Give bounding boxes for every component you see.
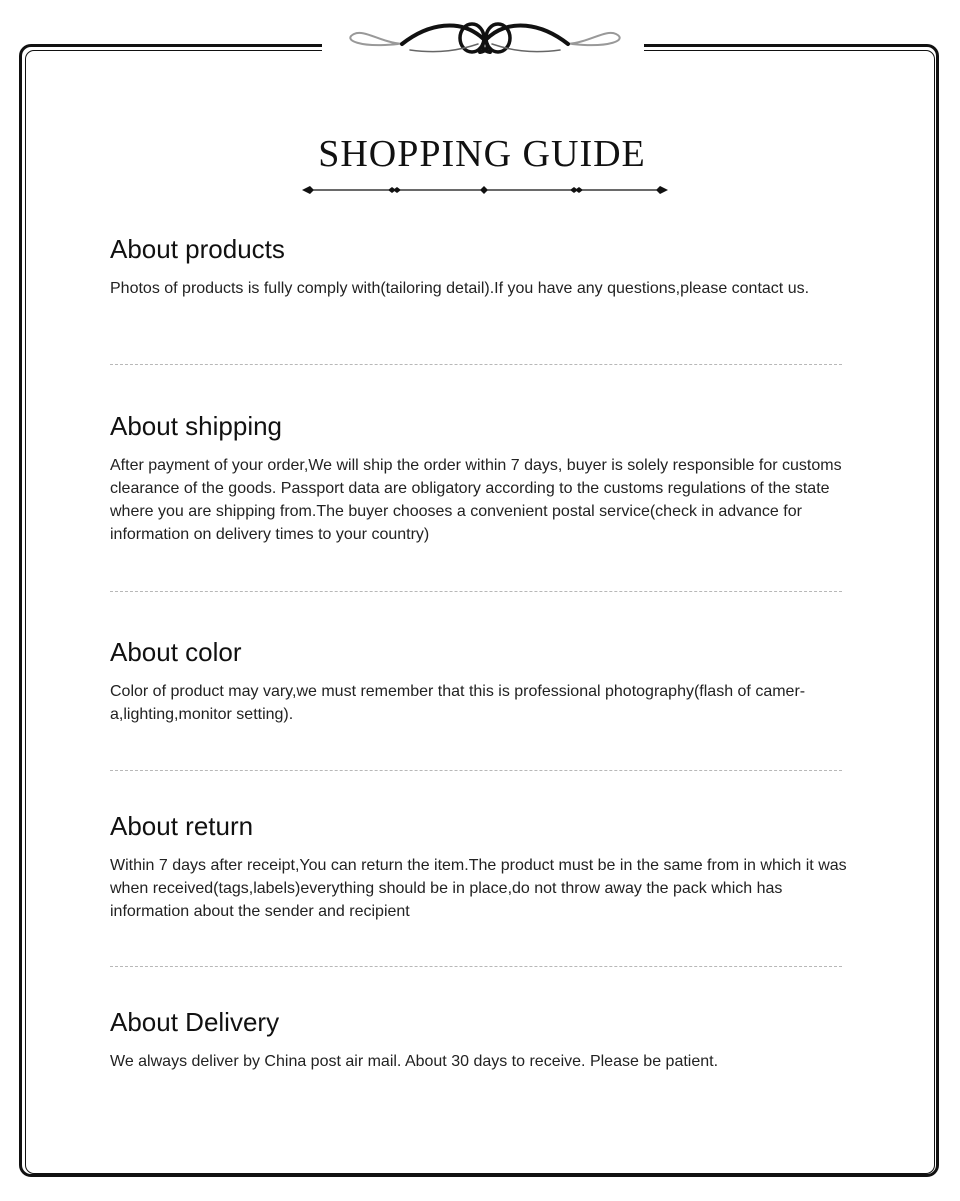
section-heading: About shipping: [110, 411, 283, 441]
section-body: Photos of products is fully comply with(tailoring detail).If you have any questions,please contact us.: [110, 280, 810, 297]
section-color: [110, 636, 860, 726]
page-title: SHOPPING GUIDE: [318, 133, 646, 175]
section-heading: About color: [110, 637, 242, 667]
section-products: [110, 233, 860, 300]
section-return: [110, 810, 860, 923]
title-divider-icon: [300, 180, 670, 200]
section-body: After payment of your order,We will ship the order within 7 days, buyer is solely responsible for customs clearance of the goods. Passport data are obligatory according to the customs regulations of the state where you are shipping from.The buyer chooses a convenient postal service(check in advance for information on delivery times to your country): [110, 457, 842, 543]
section-delivery: [110, 1006, 860, 1073]
scroll-ornament-icon: [340, 14, 630, 64]
section-heading: About Delivery: [110, 1007, 280, 1037]
dashed-divider: [110, 966, 842, 967]
section-body: We always deliver by China post air mail. About 30 days to receive. Please be patient.: [110, 1053, 719, 1070]
section-body: Color of product may vary,we must remember that this is professional photography(flash of camer-a,lighting,monitor setting).: [110, 683, 806, 723]
section-heading: About return: [110, 811, 254, 841]
section-shipping: [110, 410, 860, 546]
dashed-divider: [110, 591, 842, 592]
dashed-divider: [110, 364, 842, 365]
dashed-divider: [110, 770, 842, 771]
section-body: Within 7 days after receipt,You can return the item.The product must be in the same from in which it was when received(tags,labels)everything should be in place,do not throw away the pack which has information about the sender and recipient: [110, 857, 847, 920]
section-heading: About products: [110, 234, 285, 264]
